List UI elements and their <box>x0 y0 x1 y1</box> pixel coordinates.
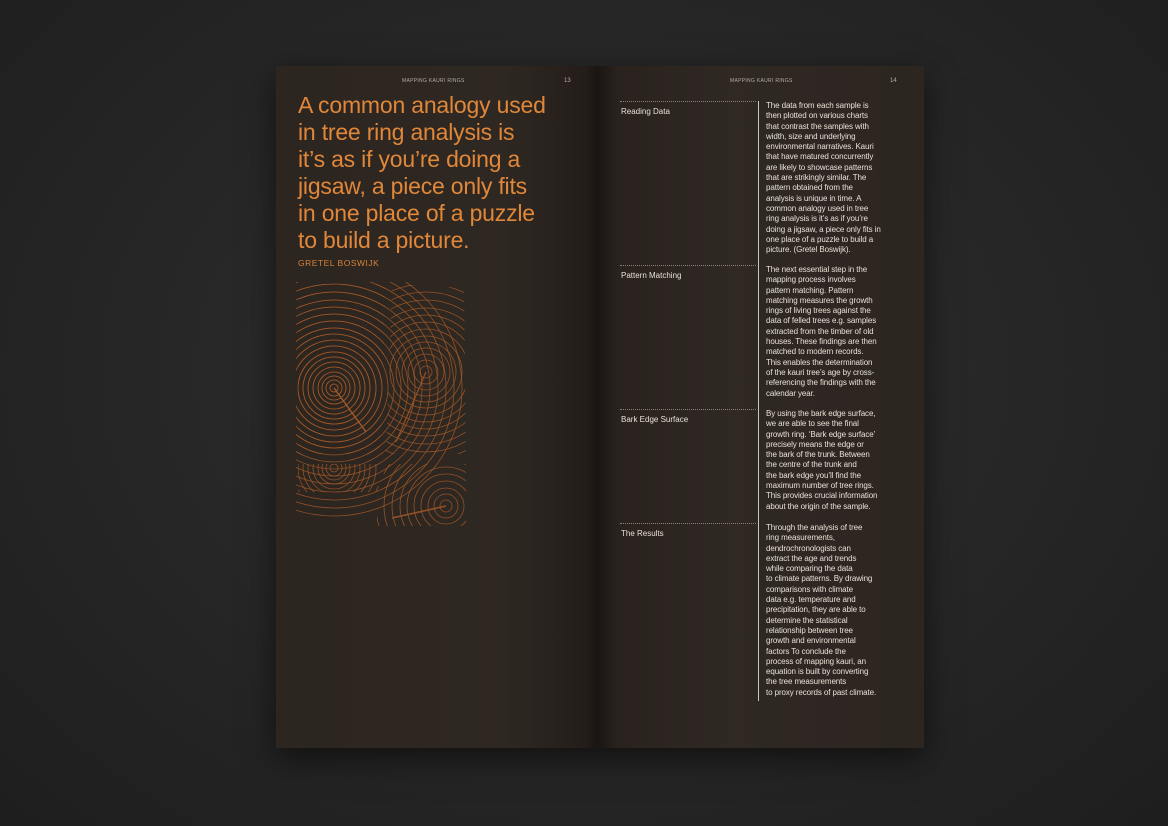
section-title: Bark Edge Surface <box>621 415 689 424</box>
section-title: Pattern Matching <box>621 271 682 280</box>
left-page <box>276 66 598 748</box>
dotted-rule <box>620 409 756 410</box>
section-title: Reading Data <box>621 107 670 116</box>
section-body: Through the analysis of tree ring measurements, dendrochronologists can extract the age and trends while comparing the data to climate patterns. By drawing comparisons with climate data e.g. temperature and precipitation, they are able to determine the statistical relationship between tree growth and environmental factors To conclude the process of mapping kauri, an equation is built by converting the tree measurements to proxy records of past climate. <box>766 523 877 697</box>
quote-line: A common analogy used <box>298 92 546 118</box>
dotted-rule <box>620 101 756 102</box>
quote-line: in tree ring analysis is <box>298 119 515 145</box>
quote-line: in one place of a puzzle <box>298 200 535 226</box>
pull-quote <box>298 92 586 254</box>
ring-piece-4 <box>376 436 466 526</box>
section-body: The next essential step in the mapping process involves pattern matching. Pattern matching measures the growth rings of living trees against the data of felled trees e.g. samples extracted from the timber of old houses. These findings are then matched to modern records. This enables the determination of the kauri tree’s age by cross- referencing the findings with the calendar year. <box>766 265 877 398</box>
running-head-right: MAPPING KAURI RINGS <box>730 78 793 84</box>
section-body: The data from each sample is then plotted on various charts that contrast the samples with width, size and underlying environmental narratives. Kauri that have matured concurrently are likely to showcase patterns that are strikingly similar. The pattern obtained from the analysis is unique in time. A common analogy used in tree ring analysis is it’s as if you’re doing a jigsaw, a piece only fits in one place of a puzzle to build a picture. (Gretel Boswijk). <box>766 101 881 255</box>
running-head-left: MAPPING KAURI RINGS <box>402 78 465 84</box>
dotted-rule <box>620 265 756 266</box>
dotted-rule <box>620 523 756 524</box>
quote-line: it’s as if you’re doing a <box>298 146 521 172</box>
quote-line: to build a picture. <box>298 227 470 253</box>
section-title: The Results <box>621 529 664 538</box>
page-number-right: 14 <box>890 78 897 84</box>
tree-rings-jigsaw-illustration <box>296 282 466 526</box>
section-body: By using the bark edge surface, we are able to see the final growth ring. ‘Bark edge surface’ precisely means the edge or the bark of the trunk. Between the centre of the trunk and the bark edge you’ll find the maximum number of tree rings. This provides crucial information about the origin of the sample. <box>766 409 878 511</box>
quote-author: GRETEL BOSWIJK <box>298 258 380 268</box>
page-number-left: 13 <box>564 78 571 84</box>
quote-line: jigsaw, a piece only fits <box>298 173 527 199</box>
column-divider <box>758 101 759 701</box>
